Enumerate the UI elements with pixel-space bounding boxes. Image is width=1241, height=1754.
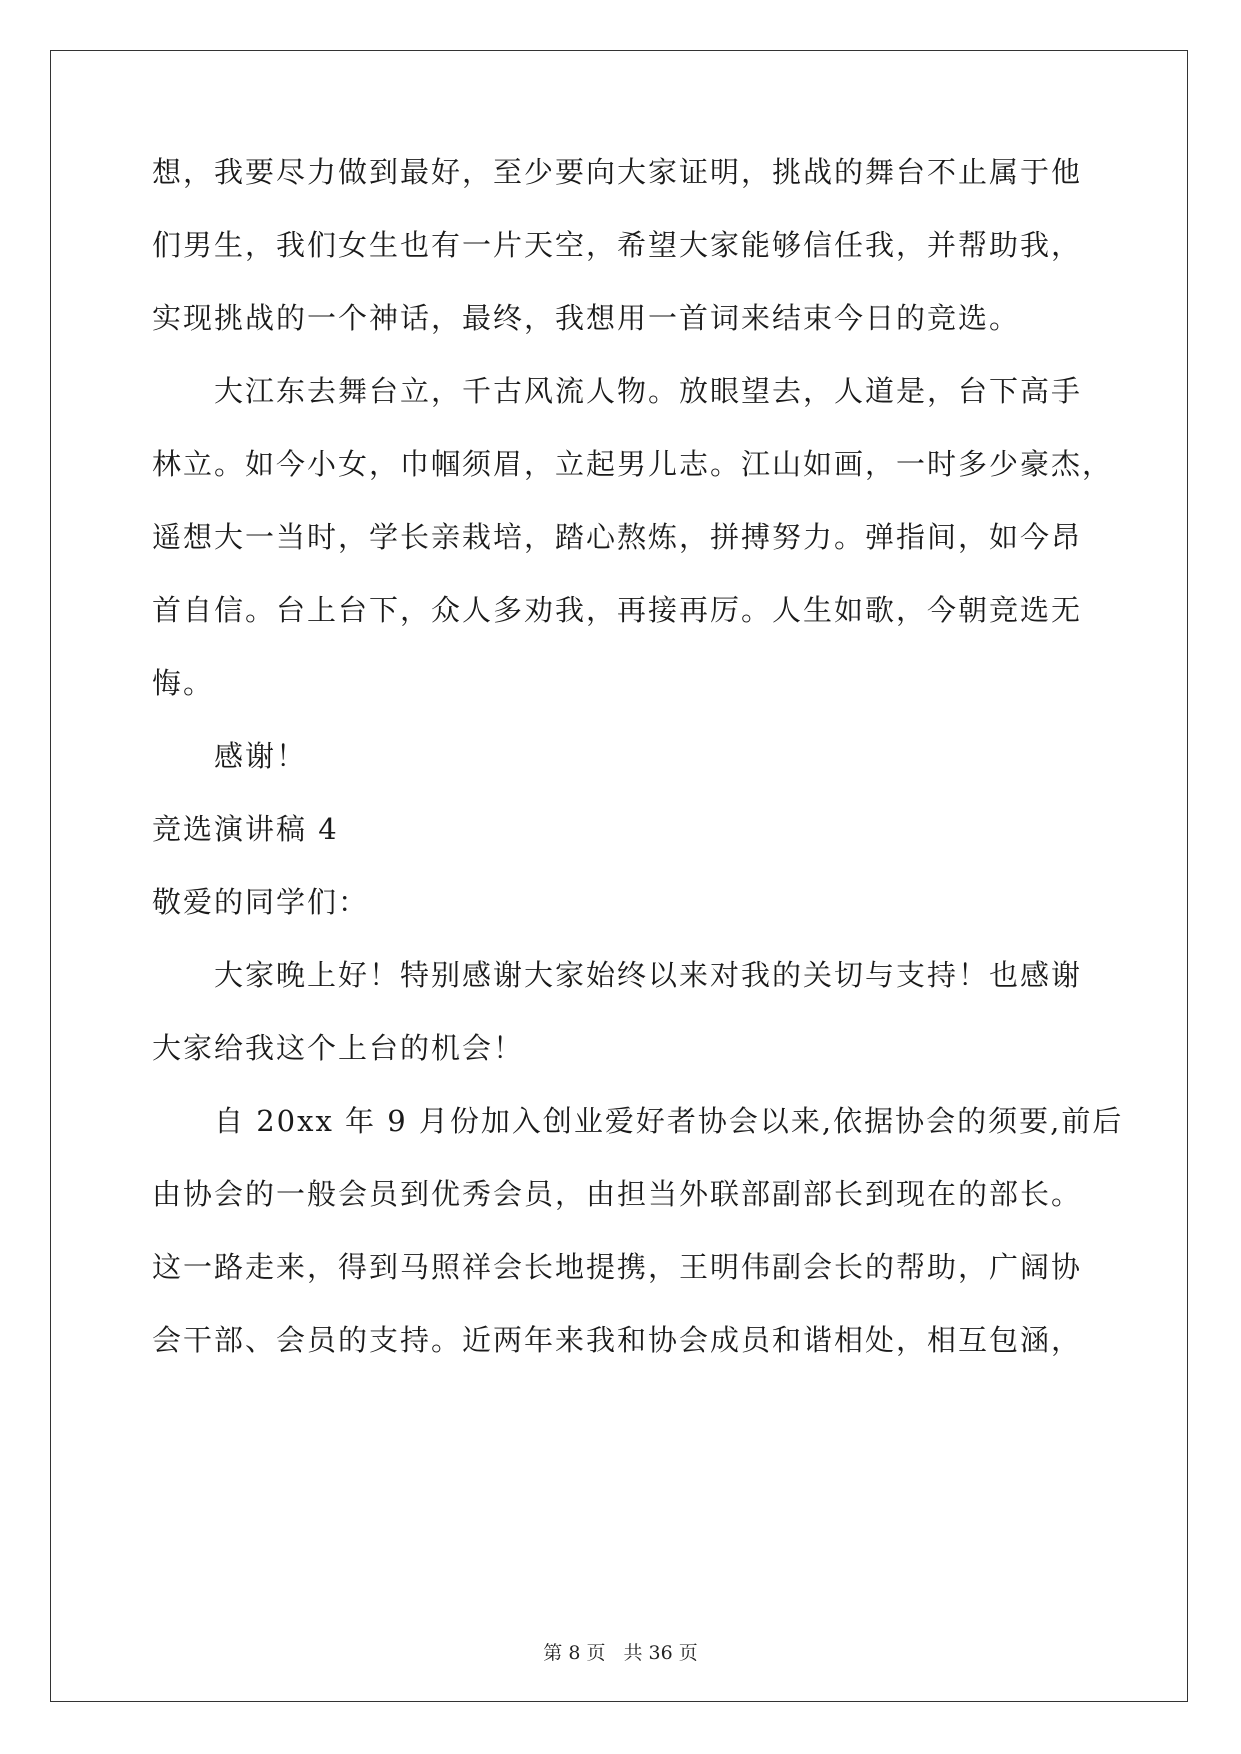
closing-thanks: 感谢！ bbox=[214, 739, 308, 773]
body-text-line: 遥想大一当时，学长亲栽培，踏心熬炼，拼搏努力。弹指间，如今昂 bbox=[152, 520, 1083, 554]
body-text-line: 大江东去舞台立，千古风流人物。放眼望去，人道是，台下高手 bbox=[214, 374, 1083, 408]
total-pages: 共 36 页 bbox=[623, 1642, 698, 1664]
body-text-line: 想，我要尽力做到最好，至少要向大家证明，挑战的舞台不止属于他 bbox=[152, 155, 1083, 189]
body-text-line: 这一路走来，得到马照祥会长地提携，王明伟副会长的帮助，广阔协 bbox=[152, 1250, 1083, 1284]
body-text-line: 会干部、会员的支持。近两年来我和协会成员和谐相处，相互包涵， bbox=[152, 1323, 1083, 1357]
body-text-line: 们男生，我们女生也有一片天空，希望大家能够信任我，并帮助我， bbox=[152, 228, 1083, 262]
page-number: 第 8 页 bbox=[543, 1642, 606, 1664]
body-text-line: 实现挑战的一个神话，最终，我想用一首词来结束今日的竞选。 bbox=[152, 301, 1021, 335]
body-text-line: 由协会的一般会员到优秀会员，由担当外联部副部长到现在的部长。 bbox=[152, 1177, 1083, 1211]
body-text-line: 首自信。台上台下，众人多劝我，再接再厉。人生如歌，今朝竞选无 bbox=[152, 593, 1083, 627]
body-text-line: 自 20xx 年 9 月份加入创业爱好者协会以来,依据协会的须要,前后 bbox=[214, 1104, 1124, 1138]
section-title: 竞选演讲稿 4 bbox=[152, 812, 339, 846]
body-text-line: 大家晚上好！特别感谢大家始终以来对我的关切与支持！也感谢 bbox=[214, 958, 1083, 992]
body-text-line: 林立。如今小女，巾帼须眉，立起男儿志。江山如画，一时多少豪杰， bbox=[152, 447, 1114, 481]
salutation: 敬爱的同学们： bbox=[152, 885, 370, 919]
page-footer bbox=[0, 1640, 1241, 1666]
body-text-line: 悔。 bbox=[152, 666, 215, 700]
body-text-line: 大家给我这个上台的机会！ bbox=[152, 1031, 525, 1065]
